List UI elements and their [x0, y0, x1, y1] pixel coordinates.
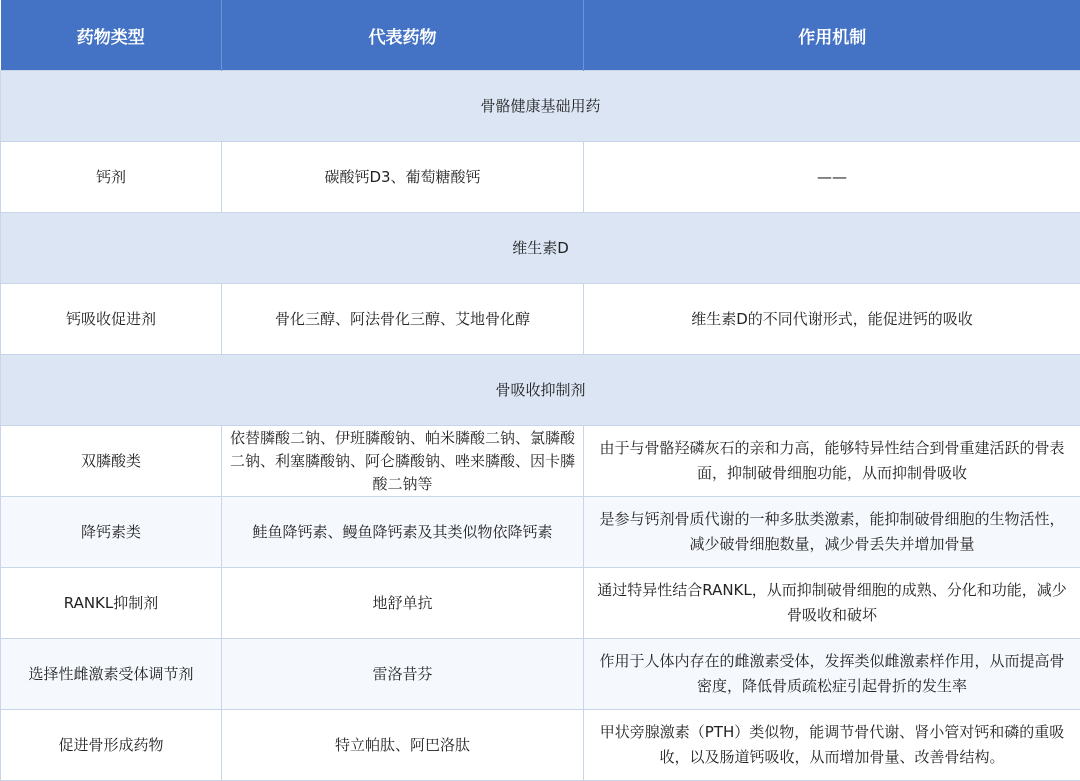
mechanism-cell: 作用于人体内存在的雌激素受体，发挥类似雌激素样作用，从而提高骨密度，降低骨质疏松症引起骨折的发生率 [584, 639, 1080, 710]
section-row [1, 213, 1080, 284]
section-row [1, 355, 1080, 426]
section-title: 骨吸收抑制剂 [1, 355, 1080, 426]
section-row [1, 71, 1080, 142]
drug-type-cell: 钙吸收促进剂 [1, 284, 222, 355]
drug-type-cell: 双膦酸类 [1, 426, 222, 497]
mechanism-cell: 甲状旁腺激素（PTH）类似物，能调节骨代谢、肾小管对钙和磷的重吸收，以及肠道钙吸收，从而增加骨量、改善骨结构。 [584, 710, 1080, 781]
table-row [1, 568, 1080, 639]
drug-type-cell: 钙剂 [1, 142, 222, 213]
mechanism-cell: 通过特异性结合RANKL，从而抑制破骨细胞的成熟、分化和功能，减少骨吸收和破坏 [584, 568, 1080, 639]
drug-type-cell: 促进骨形成药物 [1, 710, 222, 781]
section-title: 维生素D [1, 213, 1080, 284]
drugs-cell: 特立帕肽、阿巴洛肽 [222, 710, 584, 781]
section-title: 骨骼健康基础用药 [1, 71, 1080, 142]
table-row [1, 497, 1080, 568]
drug-type-cell: 选择性雌激素受体调节剂 [1, 639, 222, 710]
drug-type-cell: RANKL抑制剂 [1, 568, 222, 639]
drugs-cell: 鲑鱼降钙素、鳗鱼降钙素及其类似物依降钙素 [222, 497, 584, 568]
mechanism-cell: 由于与骨骼羟磷灰石的亲和力高，能够特异性结合到骨重建活跃的骨表面，抑制破骨细胞功能，从而抑制骨吸收 [584, 426, 1080, 497]
table-header-row [1, 0, 1080, 71]
drugs-cell: 碳酸钙D3、葡萄糖酸钙 [222, 142, 584, 213]
table-row [1, 142, 1080, 213]
table-row [1, 710, 1080, 781]
drug-type-cell: 降钙素类 [1, 497, 222, 568]
header-mechanism: 作用机制 [584, 0, 1080, 71]
mechanism-cell: 是参与钙剂骨质代谢的一种多肽类激素，能抑制破骨细胞的生物活性，减少破骨细胞数量，减少骨丢失并增加骨量 [584, 497, 1080, 568]
mechanism-cell: 维生素D的不同代谢形式，能促进钙的吸收 [584, 284, 1080, 355]
table-row [1, 426, 1080, 497]
drugs-cell: 雷洛昔芬 [222, 639, 584, 710]
drugs-cell: 依替膦酸二钠、伊班膦酸钠、帕米膦酸二钠、氯膦酸二钠、利塞膦酸钠、阿仑膦酸钠、唑来膦酸、因卡膦酸二钠等 [222, 426, 584, 497]
drugs-cell: 地舒单抗 [222, 568, 584, 639]
mechanism-cell: —— [584, 142, 1080, 213]
drugs-cell: 骨化三醇、阿法骨化三醇、艾地骨化醇 [222, 284, 584, 355]
header-representative-drugs: 代表药物 [222, 0, 584, 71]
header-drug-type: 药物类型 [1, 0, 222, 71]
table-row [1, 639, 1080, 710]
table-row [1, 284, 1080, 355]
